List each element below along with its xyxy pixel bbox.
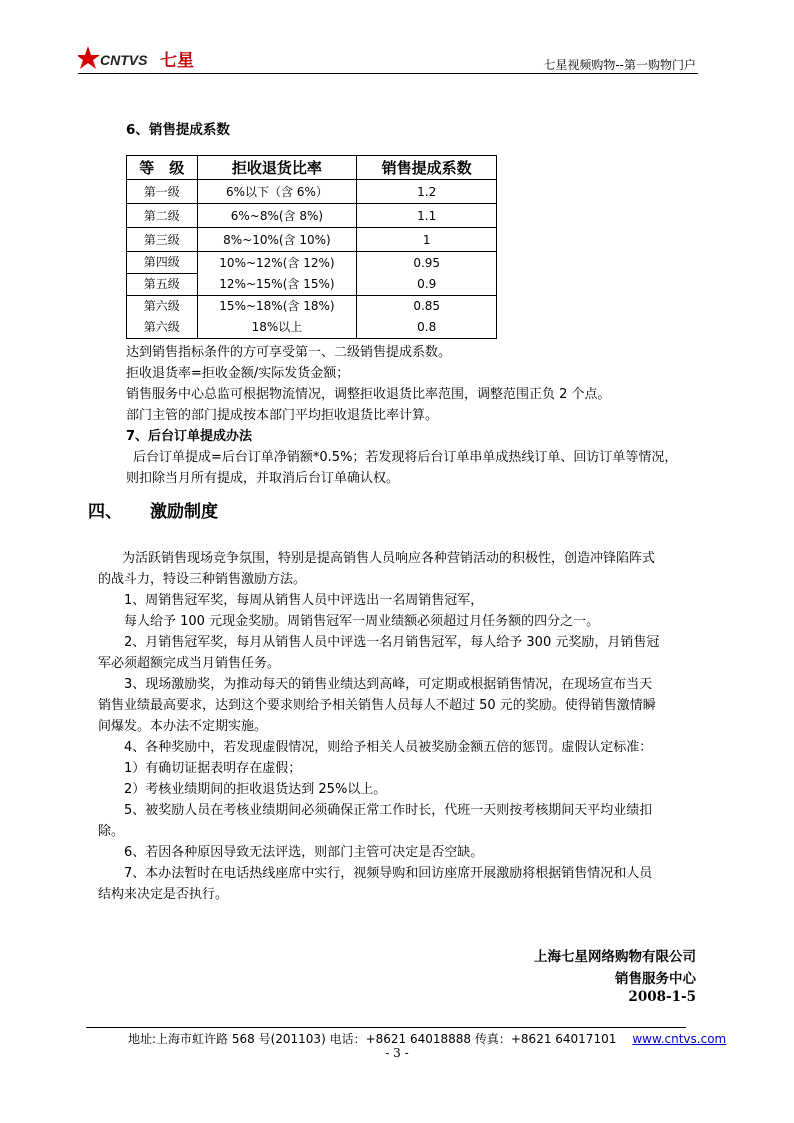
list-item: 2、月销售冠军奖，每月从销售人员中评选一名月销售冠军，每人给予 300 元奖励，月销售冠 bbox=[124, 635, 660, 650]
star-icon bbox=[78, 46, 100, 69]
body-line: 后台订单提成=后台订单净销额*0.5%；若发现将后台订单串单成热线订单、回访订单等情况， bbox=[133, 450, 678, 465]
page-number: - 3 - bbox=[385, 1046, 409, 1060]
commission-table bbox=[126, 155, 497, 339]
header-level: 等 级 bbox=[127, 156, 198, 180]
table-row bbox=[127, 228, 497, 252]
list-item: 1）有确切证据表明存在虚假； bbox=[124, 761, 302, 776]
level-text: 第六级 bbox=[143, 299, 180, 313]
section-6-title: 6、销售提成系数 bbox=[126, 122, 230, 138]
signature-date: 2008-1-5 bbox=[628, 989, 696, 1005]
footer-divider bbox=[86, 1027, 686, 1028]
coef-cell-pair bbox=[357, 252, 497, 296]
ratio-text: 15%~18%(含 18%) bbox=[219, 299, 335, 313]
level-cell-pair bbox=[127, 296, 198, 339]
list-item: 军必须超额完成当月销售任务。 bbox=[98, 656, 281, 671]
list-item: 3、现场激励奖，为推动每天的销售业绩达到高峰，可定期或根据销售情况，在现场宣布当天 bbox=[124, 677, 653, 692]
coef-cell: 1.1 bbox=[357, 204, 497, 228]
section-4-body bbox=[98, 548, 718, 905]
ratio-cell: 6%~8%(含 8%) bbox=[197, 204, 357, 228]
intro-line: 的战斗力，特设三种销售激励方法。 bbox=[98, 572, 307, 587]
list-item: 1、周销售冠军奖，每周从销售人员中评选出一名周销售冠军， bbox=[124, 593, 484, 608]
ratio-cell-pair bbox=[197, 296, 357, 339]
footer-website-link[interactable]: www.cntvs.com bbox=[632, 1032, 727, 1046]
level-cell-pair bbox=[127, 252, 198, 296]
level-text: 第五级 bbox=[127, 273, 197, 295]
logo-cn-text: 七星 bbox=[160, 51, 194, 71]
header-coef: 销售提成系数 bbox=[357, 156, 497, 180]
section-7-title: 7、后台订单提成办法 bbox=[126, 429, 253, 444]
level-text: 第六级 bbox=[143, 320, 180, 334]
table-row bbox=[127, 296, 497, 339]
table-header-row bbox=[127, 156, 497, 180]
section-6-notes bbox=[126, 342, 611, 426]
level-text: 第四级 bbox=[143, 255, 180, 269]
list-item: 7、本办法暂时在电话热线座席中实行，视频导购和回访座席开展激励将根据销售情况和人员 bbox=[124, 866, 653, 881]
level-cell: 第三级 bbox=[127, 228, 198, 252]
note-line: 达到销售指标条件的方可享受第一、二级销售提成系数。 bbox=[126, 345, 452, 360]
section-7-body bbox=[126, 447, 677, 489]
table-row bbox=[127, 180, 497, 204]
list-item: 每人给予 100 元现金奖励。周销售冠军一周业绩额必须超过月任务额的四分之一。 bbox=[124, 614, 600, 629]
body-line: 则扣除当月所有提成，并取消后台订单确认权。 bbox=[126, 471, 400, 486]
coef-cell: 1.2 bbox=[357, 180, 497, 204]
header-slogan: 七星视频购物--第一购物门户 bbox=[543, 58, 696, 72]
ratio-cell-pair bbox=[197, 252, 357, 296]
list-item: 销售业绩最高要求，达到这个要求则给予相关销售人员每人不超过 50 元的奖励。使得销售激情瞬 bbox=[98, 698, 656, 713]
table-row bbox=[127, 204, 497, 228]
level-cell: 第一级 bbox=[127, 180, 198, 204]
list-item: 6、若因各种原因导致无法评选，则部门主管可决定是否空缺。 bbox=[124, 845, 484, 860]
note-line: 部门主管的部门提成按本部门平均拒收退货比率计算。 bbox=[126, 408, 439, 423]
coef-text: 0.8 bbox=[417, 320, 437, 334]
list-item: 间爆发。本办法不定期实施。 bbox=[98, 719, 268, 734]
ratio-text: 18%以上 bbox=[251, 320, 303, 334]
intro-line: 为活跃销售现场竞争氛围，特别是提高销售人员响应各种营销活动的积极性，创造冲锋陷阵式 bbox=[122, 551, 656, 566]
signature-dept: 销售服务中心 bbox=[615, 971, 696, 987]
note-line: 拒收退货率=拒收金额/实际发货金额； bbox=[126, 366, 350, 381]
note-line: 销售服务中心总监可根据物流情况，调整拒收退货比率范围，调整范围正负 2 个点。 bbox=[126, 387, 611, 402]
list-item: 2）考核业绩期间的拒收退货达到 25%以上。 bbox=[124, 782, 387, 797]
ratio-cell: 6%以下（含 6%） bbox=[197, 180, 357, 204]
logo-text: CNTVS bbox=[100, 52, 148, 68]
coef-cell-pair bbox=[357, 296, 497, 339]
ratio-text: 12%~15%(含 15%) bbox=[219, 276, 335, 291]
list-item: 结构来决定是否执行。 bbox=[98, 887, 229, 902]
list-item: 4、各种奖励中，若发现虚假情况，则给予相关人员被奖励金额五倍的惩罚。虚假认定标准： bbox=[124, 740, 653, 755]
level-cell: 第二级 bbox=[127, 204, 198, 228]
ratio-text: 10%~12%(含 12%) bbox=[219, 255, 335, 270]
section-number: 四、 bbox=[88, 502, 122, 522]
coef-text: 0.95 bbox=[413, 255, 441, 270]
footer-address: 地址:上海市虹许路 568 号(201103) 电话：+8621 64018888 传真：+8621 64017101 bbox=[128, 1032, 617, 1046]
coef-text: 0.9 bbox=[417, 276, 437, 291]
header-ratio: 拒收退货比率 bbox=[197, 156, 357, 180]
coef-cell: 1 bbox=[357, 228, 497, 252]
footer-contact bbox=[128, 1030, 726, 1047]
table-row bbox=[127, 252, 497, 296]
header-divider bbox=[78, 73, 698, 74]
ratio-cell: 8%~10%(含 10%) bbox=[197, 228, 357, 252]
coef-text: 0.85 bbox=[413, 299, 441, 313]
list-item: 5、被奖励人员在考核业绩期间必须确保正常工作时长，代班一天则按考核期间天平均业绩扣 bbox=[124, 803, 653, 818]
signature-company: 上海七星网络购物有限公司 bbox=[534, 949, 696, 965]
section-title: 激励制度 bbox=[150, 502, 218, 522]
list-item: 除。 bbox=[98, 824, 125, 839]
company-logo bbox=[78, 44, 203, 74]
section-4-heading bbox=[88, 497, 218, 522]
